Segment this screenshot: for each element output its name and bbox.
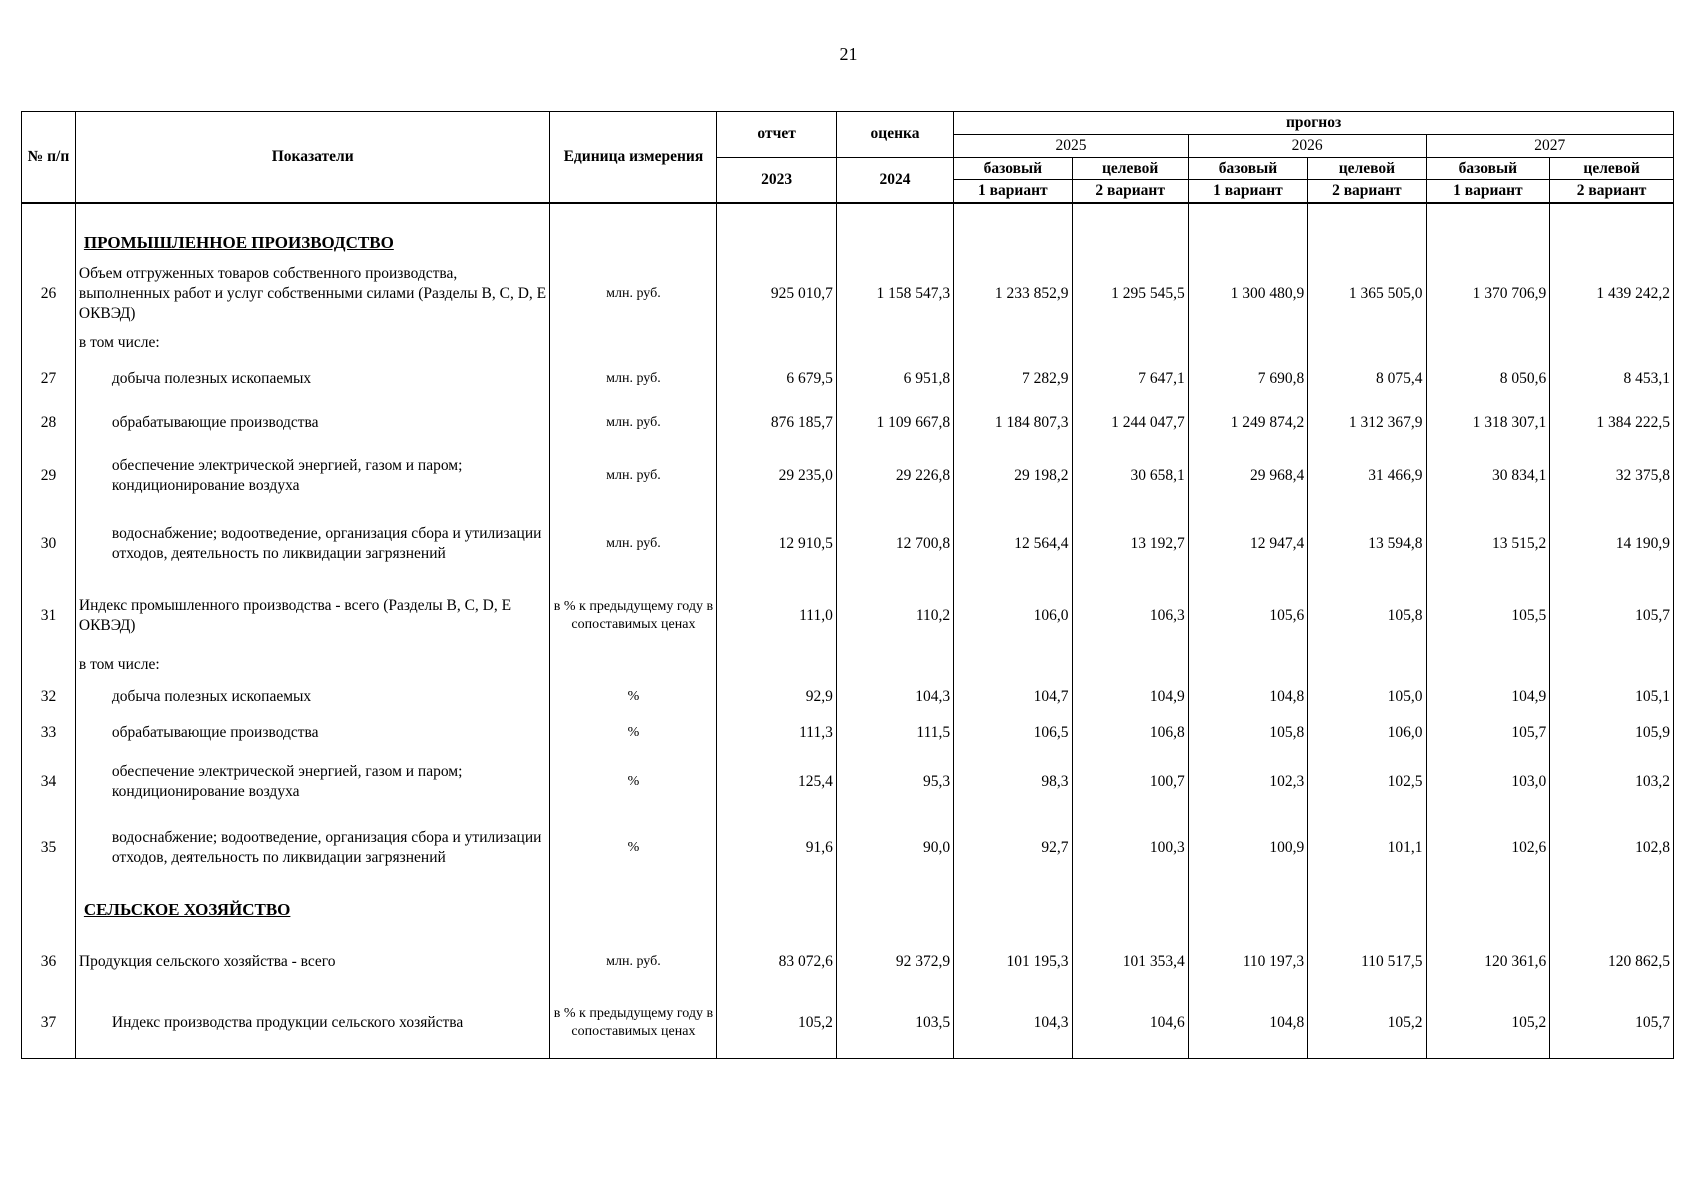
value-cell: 8 050,6 [1426, 358, 1550, 400]
value-cell: 105,2 [1426, 988, 1550, 1058]
forecast-table [21, 111, 1674, 1059]
value-cell: 1 158 547,3 [836, 260, 953, 328]
row-number: 29 [22, 446, 76, 506]
unit-cell: % [550, 680, 717, 714]
indicator-name: Продукция сельского хозяйства - всего [75, 936, 550, 988]
value-cell: 12 910,5 [717, 506, 836, 582]
table-row [22, 446, 1674, 506]
header-report-year: 2023 [717, 157, 836, 203]
value-cell: 13 594,8 [1308, 506, 1426, 582]
header-estimate-year: 2024 [836, 157, 953, 203]
value-cell: 1 439 242,2 [1550, 260, 1674, 328]
value-cell: 104,3 [954, 988, 1072, 1058]
value-cell: 7 647,1 [1072, 358, 1188, 400]
page-number: 21 [839, 44, 858, 64]
unit-cell: % [550, 752, 717, 812]
value-cell: 105,2 [1308, 988, 1426, 1058]
value-cell: 110,2 [836, 582, 953, 650]
header-variant-type: базовый [1426, 157, 1550, 180]
value-cell: 31 466,9 [1308, 446, 1426, 506]
header-variant-type: базовый [1188, 157, 1307, 180]
value-cell: 7 282,9 [954, 358, 1072, 400]
value-cell: 98,3 [954, 752, 1072, 812]
value-cell: 120 862,5 [1550, 936, 1674, 988]
row-number: 26 [22, 260, 76, 328]
value-cell: 104,9 [1072, 680, 1188, 714]
header-variant-number: 2 вариант [1550, 180, 1674, 203]
value-cell: 90,0 [836, 812, 953, 884]
row-number: 36 [22, 936, 76, 988]
header-variant-type: целевой [1308, 157, 1426, 180]
value-cell: 100,3 [1072, 812, 1188, 884]
value-cell: 13 192,7 [1072, 506, 1188, 582]
value-cell: 1 109 667,8 [836, 400, 953, 446]
header-variant-type: целевой [1072, 157, 1188, 180]
row-number: 33 [22, 714, 76, 752]
indicator-name: обрабатывающие производства [75, 714, 550, 752]
header-year-2025: 2025 [954, 134, 1189, 157]
value-cell: 925 010,7 [717, 260, 836, 328]
value-cell: 29 235,0 [717, 446, 836, 506]
table-row [22, 936, 1674, 988]
table-row [22, 400, 1674, 446]
value-cell: 29 198,2 [954, 446, 1072, 506]
value-cell: 102,3 [1188, 752, 1307, 812]
unit-cell: млн. руб. [550, 358, 717, 400]
header-variant-number: 2 вариант [1072, 180, 1188, 203]
value-cell: 100,7 [1072, 752, 1188, 812]
value-cell: 1 244 047,7 [1072, 400, 1188, 446]
value-cell: 102,5 [1308, 752, 1426, 812]
value-cell: 1 184 807,3 [954, 400, 1072, 446]
value-cell: 1 384 222,5 [1550, 400, 1674, 446]
row-number: 30 [22, 506, 76, 582]
section-title-industry: ПРОМЫШЛЕННОЕ ПРОИЗВОДСТВО [75, 226, 550, 260]
value-cell: 30 834,1 [1426, 446, 1550, 506]
indicator-name: обеспечение электрической энергией, газом и паром; кондиционирование воздуха [75, 446, 550, 506]
row-number: 37 [22, 988, 76, 1058]
table-row [22, 714, 1674, 752]
value-cell: 110 197,3 [1188, 936, 1307, 988]
value-cell: 12 564,4 [954, 506, 1072, 582]
header-variant-number: 1 вариант [954, 180, 1072, 203]
value-cell: 104,9 [1426, 680, 1550, 714]
value-cell: 101 195,3 [954, 936, 1072, 988]
value-cell: 92,7 [954, 812, 1072, 884]
value-cell: 29 226,8 [836, 446, 953, 506]
value-cell: 92 372,9 [836, 936, 953, 988]
header-estimate: оценка [836, 112, 953, 158]
value-cell: 104,7 [954, 680, 1072, 714]
value-cell: 1 300 480,9 [1188, 260, 1307, 328]
value-cell: 101 353,4 [1072, 936, 1188, 988]
value-cell: 111,5 [836, 714, 953, 752]
table-row [22, 358, 1674, 400]
value-cell: 1 233 852,9 [954, 260, 1072, 328]
header-variant-number: 1 вариант [1188, 180, 1307, 203]
section-title-agriculture: СЕЛЬСКОЕ ХОЗЯЙСТВО [75, 884, 550, 936]
table-row [22, 260, 1674, 328]
value-cell: 104,8 [1188, 680, 1307, 714]
header-variant-number: 1 вариант [1426, 180, 1550, 203]
value-cell: 125,4 [717, 752, 836, 812]
value-cell: 100,9 [1188, 812, 1307, 884]
indicator-name: Объем отгруженных товаров собственного производства, выполненных работ и услуг собственными силами (Разделы B, C, D, E ОКВЭД) [75, 260, 550, 328]
value-cell: 876 185,7 [717, 400, 836, 446]
value-cell: 30 658,1 [1072, 446, 1188, 506]
value-cell: 32 375,8 [1550, 446, 1674, 506]
value-cell: 105,8 [1308, 582, 1426, 650]
table-row [22, 506, 1674, 582]
value-cell: 105,8 [1188, 714, 1307, 752]
value-cell: 12 947,4 [1188, 506, 1307, 582]
value-cell: 106,8 [1072, 714, 1188, 752]
value-cell: 101,1 [1308, 812, 1426, 884]
value-cell: 8 075,4 [1308, 358, 1426, 400]
value-cell: 106,3 [1072, 582, 1188, 650]
value-cell: 14 190,9 [1550, 506, 1674, 582]
value-cell: 1 365 505,0 [1308, 260, 1426, 328]
indicator-name: водоснабжение; водоотведение, организация сбора и утилизации отходов, деятельность по ликвидации загрязнений [75, 506, 550, 582]
value-cell: 102,8 [1550, 812, 1674, 884]
including-label: в том числе: [75, 650, 550, 680]
unit-cell: млн. руб. [550, 400, 717, 446]
indicator-name: добыча полезных ископаемых [75, 680, 550, 714]
row-number: 31 [22, 582, 76, 650]
value-cell: 105,7 [1550, 582, 1674, 650]
value-cell: 95,3 [836, 752, 953, 812]
value-cell: 103,2 [1550, 752, 1674, 812]
value-cell: 105,7 [1550, 988, 1674, 1058]
value-cell: 6 951,8 [836, 358, 953, 400]
value-cell: 105,7 [1426, 714, 1550, 752]
header-indicator: Показатели [75, 112, 550, 204]
value-cell: 6 679,5 [717, 358, 836, 400]
header-year-2026: 2026 [1188, 134, 1426, 157]
unit-cell: млн. руб. [550, 260, 717, 328]
unit-cell: млн. руб. [550, 446, 717, 506]
row-number: 35 [22, 812, 76, 884]
table-row [22, 812, 1674, 884]
unit-cell: % [550, 812, 717, 884]
value-cell: 8 453,1 [1550, 358, 1674, 400]
value-cell: 1 249 874,2 [1188, 400, 1307, 446]
header-num: № п/п [22, 112, 76, 204]
value-cell: 105,9 [1550, 714, 1674, 752]
table-row [22, 752, 1674, 812]
value-cell: 105,2 [717, 988, 836, 1058]
value-cell: 110 517,5 [1308, 936, 1426, 988]
row-number: 28 [22, 400, 76, 446]
value-cell: 1 370 706,9 [1426, 260, 1550, 328]
header-unit: Единица измерения [550, 112, 717, 204]
row-number: 34 [22, 752, 76, 812]
value-cell: 83 072,6 [717, 936, 836, 988]
header-variant-type: целевой [1550, 157, 1674, 180]
header-year-2027: 2027 [1426, 134, 1673, 157]
value-cell: 1 312 367,9 [1308, 400, 1426, 446]
indicator-name: водоснабжение; водоотведение, организация сбора и утилизации отходов, деятельность по ликвидации загрязнений [75, 812, 550, 884]
value-cell: 104,3 [836, 680, 953, 714]
unit-cell: % [550, 714, 717, 752]
including-label: в том числе: [75, 328, 550, 358]
value-cell: 91,6 [717, 812, 836, 884]
value-cell: 104,8 [1188, 988, 1307, 1058]
value-cell: 102,6 [1426, 812, 1550, 884]
value-cell: 7 690,8 [1188, 358, 1307, 400]
value-cell: 104,6 [1072, 988, 1188, 1058]
unit-cell: в % к предыдущему году в сопоставимых ценах [550, 988, 717, 1058]
table-row [22, 582, 1674, 650]
indicator-name: Индекс производства продукции сельского хозяйства [75, 988, 550, 1058]
header-variant-type: базовый [954, 157, 1072, 180]
value-cell: 29 968,4 [1188, 446, 1307, 506]
value-cell: 106,0 [954, 582, 1072, 650]
header-forecast: прогноз [954, 112, 1674, 135]
value-cell: 13 515,2 [1426, 506, 1550, 582]
value-cell: 105,0 [1308, 680, 1426, 714]
unit-cell: млн. руб. [550, 506, 717, 582]
unit-cell: в % к предыдущему году в сопоставимых ценах [550, 582, 717, 650]
value-cell: 106,0 [1308, 714, 1426, 752]
table-row [22, 680, 1674, 714]
indicator-name: Индекс промышленного производства - всего (Разделы B, C, D, E ОКВЭД) [75, 582, 550, 650]
value-cell: 1 295 545,5 [1072, 260, 1188, 328]
header-report: отчет [717, 112, 836, 158]
unit-cell: млн. руб. [550, 936, 717, 988]
indicator-name: обрабатывающие производства [75, 400, 550, 446]
indicator-name: добыча полезных ископаемых [75, 358, 550, 400]
value-cell: 1 318 307,1 [1426, 400, 1550, 446]
value-cell: 105,1 [1550, 680, 1674, 714]
value-cell: 92,9 [717, 680, 836, 714]
value-cell: 106,5 [954, 714, 1072, 752]
value-cell: 105,5 [1426, 582, 1550, 650]
value-cell: 12 700,8 [836, 506, 953, 582]
table-row [22, 988, 1674, 1058]
value-cell: 105,6 [1188, 582, 1307, 650]
header-variant-number: 2 вариант [1308, 180, 1426, 203]
row-number: 32 [22, 680, 76, 714]
value-cell: 103,5 [836, 988, 953, 1058]
indicator-name: обеспечение электрической энергией, газом и паром; кондиционирование воздуха [75, 752, 550, 812]
value-cell: 111,3 [717, 714, 836, 752]
row-number: 27 [22, 358, 76, 400]
value-cell: 120 361,6 [1426, 936, 1550, 988]
value-cell: 103,0 [1426, 752, 1550, 812]
value-cell: 111,0 [717, 582, 836, 650]
